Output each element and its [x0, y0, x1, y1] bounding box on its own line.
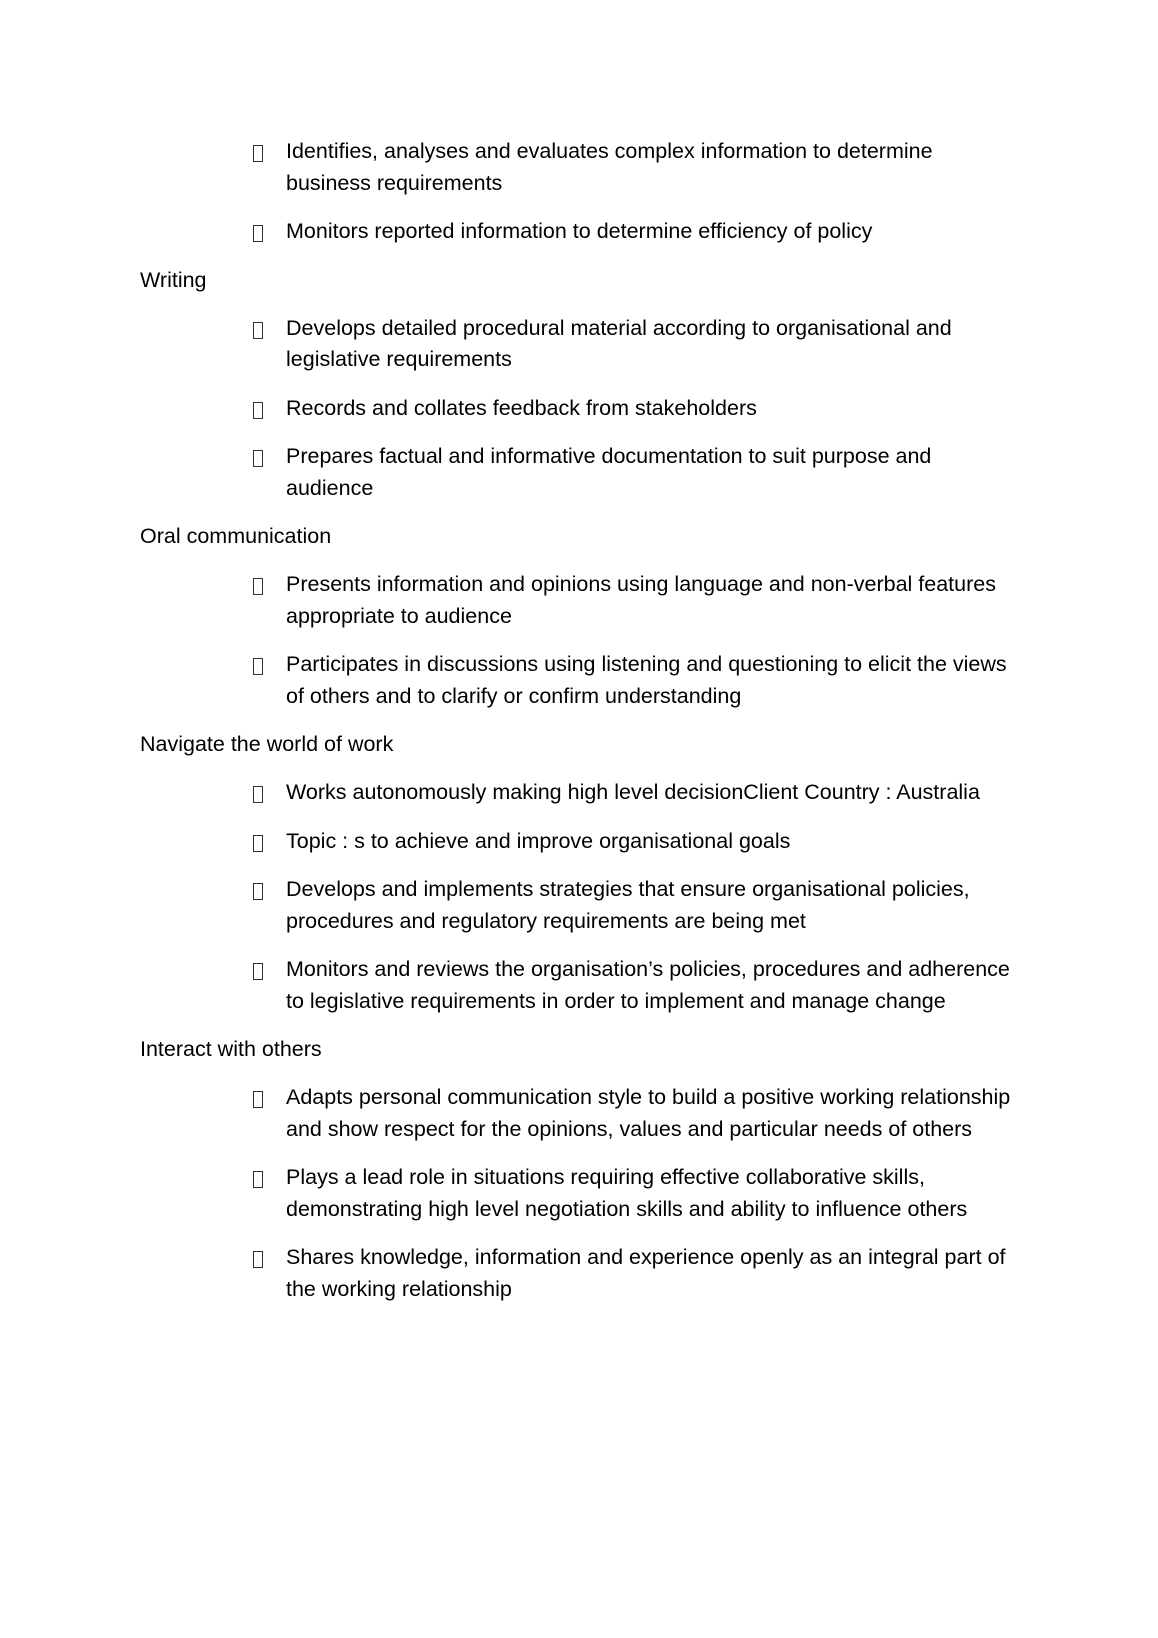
- list-item-text: Prepares factual and informative documentation to suit purpose and audience: [286, 444, 932, 500]
- list-item-text: Identifies, analyses and evaluates complex information to determine business requirements: [286, 139, 933, 195]
- list-item: [140, 1242, 1020, 1305]
- missing-glyph-bullet-icon: [253, 1171, 263, 1188]
- list-item: [140, 313, 1020, 376]
- list-item: [140, 777, 1020, 809]
- list-item-text: Develops and implements strategies that ensure organisational policies, procedures and regulatory requirements are being met: [286, 877, 970, 933]
- list-item: [140, 136, 1020, 199]
- list-item: [140, 649, 1020, 712]
- list-item-text: Monitors and reviews the organisation’s policies, procedures and adherence to legislative requirements in order to implement and manage change: [286, 957, 1010, 1013]
- missing-glyph-bullet-icon: [253, 658, 263, 675]
- list-item-text: Adapts personal communication style to build a positive working relationship and show respect for the opinions, values and particular needs of others: [286, 1085, 1011, 1141]
- bullet-list: [140, 777, 1020, 1017]
- list-item-text: Records and collates feedback from stakeholders: [286, 395, 757, 420]
- list-item: [140, 441, 1020, 504]
- missing-glyph-bullet-icon: [253, 786, 263, 803]
- section-heading: Navigate the world of work: [140, 732, 394, 756]
- missing-glyph-bullet-icon: [253, 145, 263, 162]
- document-section: [140, 265, 1020, 505]
- section-heading: Writing: [140, 267, 207, 292]
- list-item: [140, 1082, 1020, 1145]
- list-item-text: Monitors reported information to determine efficiency of policy: [286, 219, 873, 243]
- missing-glyph-bullet-icon: [253, 1251, 263, 1268]
- missing-glyph-bullet-icon: [253, 578, 263, 595]
- bullet-list: [140, 136, 1020, 248]
- list-item-text: Participates in discussions using listening and questioning to elicit the views of others and to clarify or confirm understanding: [286, 652, 1007, 708]
- missing-glyph-bullet-icon: [253, 450, 263, 467]
- list-item: [140, 874, 1020, 937]
- missing-glyph-bullet-icon: [253, 322, 263, 339]
- document-section: [140, 729, 1020, 1017]
- missing-glyph-bullet-icon: [253, 883, 263, 900]
- document-section: [140, 1034, 1020, 1305]
- list-item-text: Shares knowledge, information and experience openly as an integral part of the working relationship: [286, 1245, 1006, 1301]
- list-item-text: Topic : s to achieve and improve organisational goals: [286, 828, 791, 853]
- document-section: [140, 136, 1020, 248]
- missing-glyph-bullet-icon: [253, 1091, 263, 1108]
- document-section: [140, 521, 1020, 712]
- missing-glyph-bullet-icon: [253, 963, 263, 980]
- missing-glyph-bullet-icon: [253, 835, 263, 852]
- bullet-list: [140, 1082, 1020, 1305]
- bullet-list: [140, 313, 1020, 505]
- list-item-text: Plays a lead role in situations requiring effective collaborative skills, demonstrating high level negotiation skills and ability to influence others: [286, 1165, 968, 1221]
- list-item: [140, 1162, 1020, 1225]
- list-item: [140, 954, 1020, 1017]
- list-item: [140, 826, 1020, 858]
- missing-glyph-bullet-icon: [253, 225, 263, 242]
- missing-glyph-bullet-icon: [253, 402, 263, 419]
- list-item-text: Presents information and opinions using language and non-verbal features appropriate to audience: [286, 572, 996, 628]
- list-item-text: Develops detailed procedural material according to organisational and legislative requirements: [286, 315, 952, 371]
- document-body: [140, 136, 1020, 1322]
- list-item: [140, 393, 1020, 425]
- bullet-list: [140, 569, 1020, 712]
- list-item: [140, 216, 1020, 248]
- list-item-text: Works autonomously making high level decisionClient Country : Australia: [286, 780, 980, 804]
- section-heading: Oral communication: [140, 524, 332, 548]
- list-item: [140, 569, 1020, 632]
- section-heading: Interact with others: [140, 1037, 322, 1061]
